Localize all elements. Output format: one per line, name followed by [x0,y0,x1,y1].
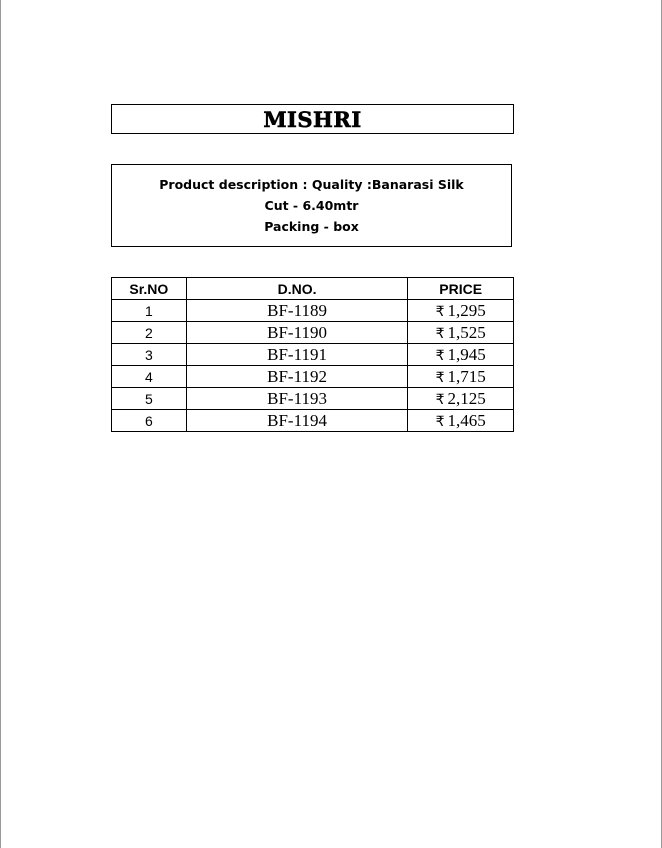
row-design-no: BF-1190 [186,322,408,344]
title-box [111,104,514,134]
row-sr-no: 6 [112,410,187,432]
row-sr-no: 4 [112,366,187,388]
header-design-no: D.NO. [186,278,408,300]
table-row [112,344,514,366]
rupee-symbol: ₹ [435,325,445,342]
row-sr-no: 2 [112,322,187,344]
row-sr-no: 5 [112,388,187,410]
description-cut: Cut - 6.40mtr [264,198,359,213]
row-price [408,344,514,366]
row-price-value: 1,465 [447,410,486,430]
row-price [408,410,514,432]
page-title: MISHRI [263,106,362,132]
row-price-value: 1,715 [447,366,486,386]
table-row [112,300,514,322]
rupee-symbol: ₹ [435,413,445,430]
row-design-no: BF-1191 [186,344,408,366]
row-design-no: BF-1192 [186,366,408,388]
product-description-box [111,164,512,247]
table-row [112,388,514,410]
row-design-no: BF-1189 [186,300,408,322]
rupee-symbol: ₹ [435,303,445,320]
rupee-symbol: ₹ [435,347,445,364]
row-price [408,366,514,388]
rupee-symbol: ₹ [435,369,445,386]
row-sr-no: 3 [112,344,187,366]
row-price-value: 2,125 [447,388,486,408]
row-price [408,322,514,344]
header-price: PRICE [408,278,514,300]
page-border-left [0,0,1,848]
table-row [112,410,514,432]
row-sr-no: 1 [112,300,187,322]
row-price [408,300,514,322]
row-price-value: 1,295 [447,300,486,320]
rupee-symbol: ₹ [435,391,445,408]
row-price [408,388,514,410]
price-table [111,277,514,432]
row-design-no: BF-1193 [186,388,408,410]
table-row [112,322,514,344]
row-design-no: BF-1194 [186,410,408,432]
row-price-value: 1,525 [447,322,486,342]
row-price-value: 1,945 [447,344,486,364]
description-quality: Product description : Quality :Banarasi Silk [159,177,464,192]
description-packing: Packing - box [264,219,359,234]
header-sr-no: Sr.NO [112,278,187,300]
table-header-row [112,278,514,300]
table-row [112,366,514,388]
